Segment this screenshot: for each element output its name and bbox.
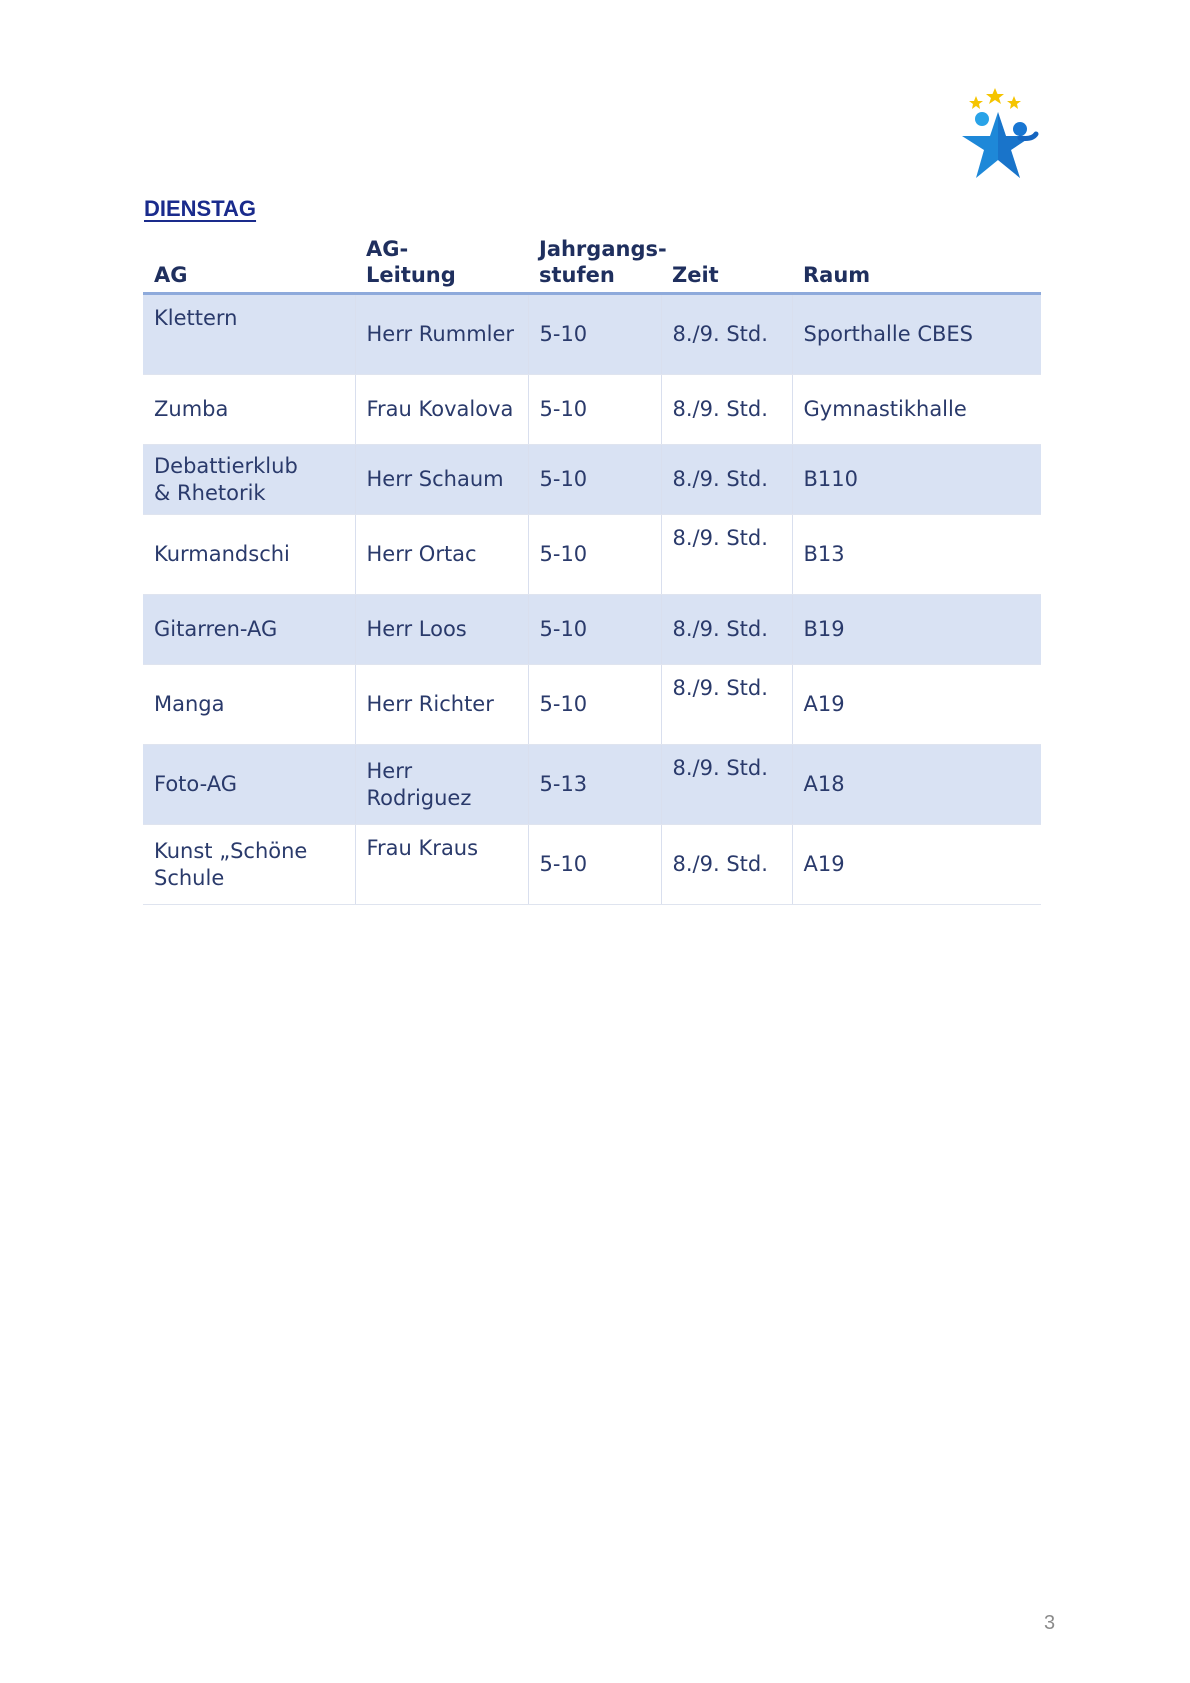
cell-raum: A19 [792, 665, 1041, 745]
cell-leitung: Herr Richter [355, 665, 528, 745]
cell-ag: Kurmandschi [143, 515, 355, 595]
cell-raum: A19 [792, 825, 1041, 905]
cell-leitung: Herr Loos [355, 595, 528, 665]
cell-zeit: 8./9. Std. [661, 445, 792, 515]
cell-raum: A18 [792, 745, 1041, 825]
header-zeit [661, 230, 792, 294]
table-row [143, 595, 1041, 665]
cell-stufen: 5-10 [528, 665, 661, 745]
cell-raum: B19 [792, 595, 1041, 665]
cell-zeit: 8./9. Std. [661, 294, 792, 375]
cell-zeit: 8./9. Std. [661, 515, 792, 595]
cell-ag: Gitarren-AG [143, 595, 355, 665]
cell-ag: Debattierklub & Rhetorik [143, 445, 355, 515]
cell-ag: Manga [143, 665, 355, 745]
header-label: AG- Leitung [366, 237, 456, 287]
header-leitung [355, 230, 528, 294]
cell-raum: B110 [792, 445, 1041, 515]
cell-ag: Foto-AG [143, 745, 355, 825]
cell-stufen: 5-10 [528, 375, 661, 445]
table-row [143, 515, 1041, 595]
cell-stufen: 5-10 [528, 595, 661, 665]
cell-leitung: Frau Kovalova [355, 375, 528, 445]
table-header-row [143, 230, 1041, 294]
cell-zeit: 8./9. Std. [661, 375, 792, 445]
cell-ag: Kunst „Schöne Schule [143, 825, 355, 905]
cell-stufen: 5-10 [528, 515, 661, 595]
cell-leitung: Frau Kraus [355, 825, 528, 905]
cell-raum: Sporthalle CBES [792, 294, 1041, 375]
header-label: Raum [803, 263, 871, 287]
cell-leitung: Herr Rummler [355, 294, 528, 375]
cell-leitung: Herr Rodriguez [355, 745, 528, 825]
cell-raum: B13 [792, 515, 1041, 595]
cell-ag: Zumba [143, 375, 355, 445]
cell-ag: Klettern [143, 294, 355, 375]
header-label: Jahrgangs- stufen [539, 237, 667, 287]
table-row [143, 375, 1041, 445]
cell-zeit: 8./9. Std. [661, 595, 792, 665]
cell-raum: Gymnastikhalle [792, 375, 1041, 445]
table-row [143, 445, 1041, 515]
table-row [143, 294, 1041, 375]
page-number: 3 [1044, 1612, 1056, 1634]
header-label: AG [154, 263, 188, 287]
cell-zeit: 8./9. Std. [661, 665, 792, 745]
table-row [143, 665, 1041, 745]
cell-zeit: 8./9. Std. [661, 745, 792, 825]
day-heading: DIENSTAG [144, 196, 257, 221]
header-raum [792, 230, 1041, 294]
cell-zeit: 8./9. Std. [661, 825, 792, 905]
cell-leitung: Herr Schaum [355, 445, 528, 515]
cell-stufen: 5-10 [528, 825, 661, 905]
cell-leitung: Herr Ortac [355, 515, 528, 595]
header-label: Zeit [672, 263, 719, 287]
cell-stufen: 5-10 [528, 294, 661, 375]
ag-schedule-table [143, 230, 1041, 905]
header-ag [143, 230, 355, 294]
table-row [143, 825, 1041, 905]
header-stufen [528, 230, 667, 294]
cell-stufen: 5-10 [528, 445, 661, 515]
table-row [143, 745, 1041, 825]
school-star-logo-icon [962, 86, 1054, 186]
cell-stufen: 5-13 [528, 745, 661, 825]
